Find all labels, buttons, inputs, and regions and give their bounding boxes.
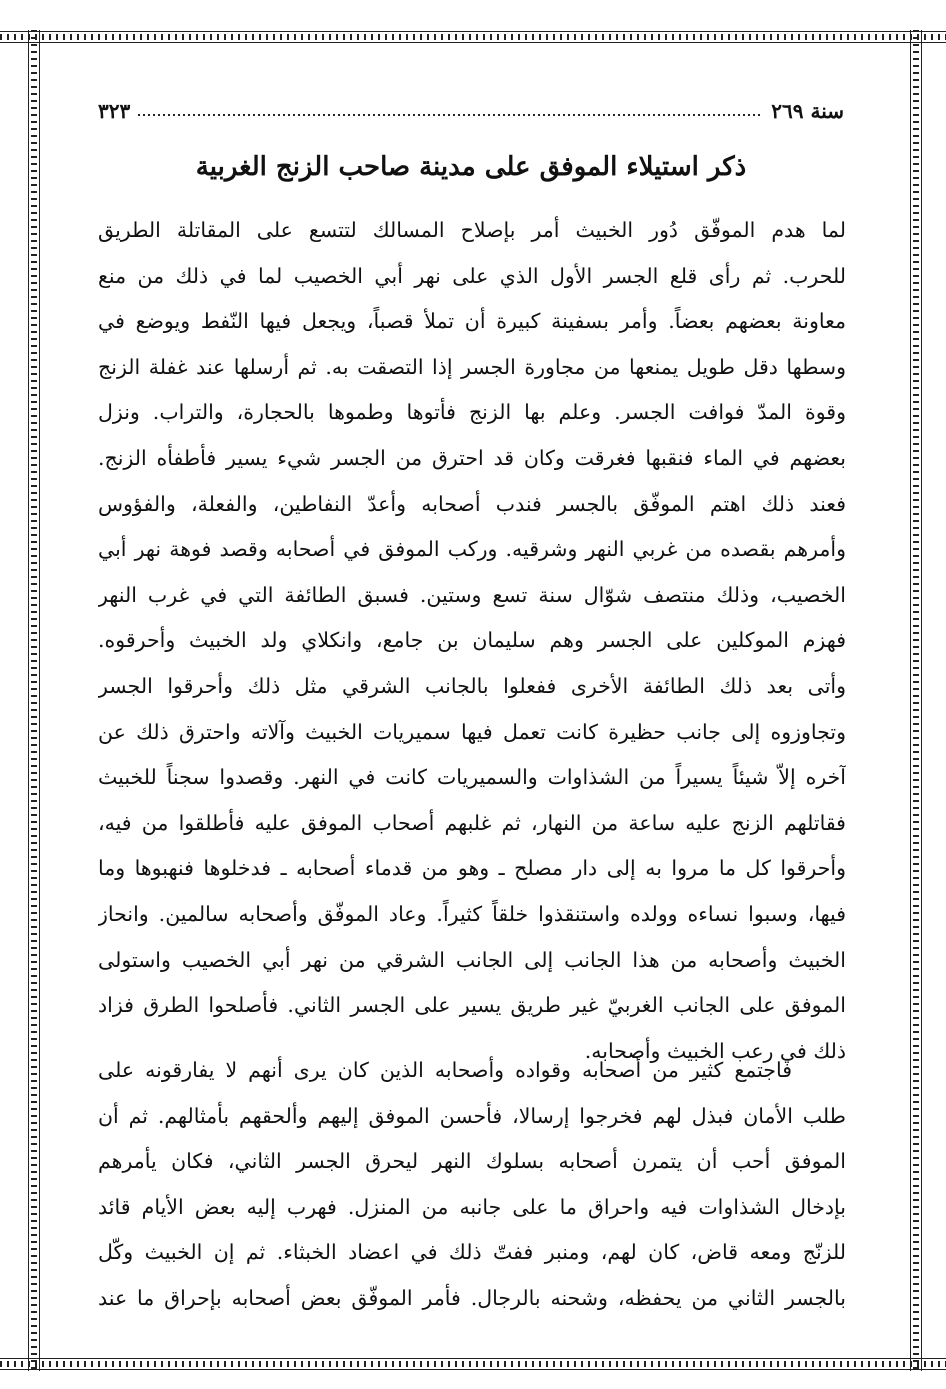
text-line: للزنّج ومعه قاض، كان لهم، ومنبر ففتّ ذلك في اعضاد الخبثاء. ثم إن الخبيث وكّل xyxy=(98,1240,846,1265)
text-line: فاجتمع كثير من أصحابه وقواده وأصحابه الذين كان يرى أنهم لا يفارقونه على xyxy=(98,1058,792,1082)
decorative-border-right xyxy=(910,30,922,1371)
text-line: للحرب. ثم رأى قلع الجسر الأول الذي على نهر أبي الخصيب لما في ذلك من منع xyxy=(98,263,846,288)
text-line: الخبيث وأصحابه من هذا الجانب إلى الجانب الشرقي من نهر أبي الخصيب واستولى xyxy=(98,947,846,972)
text-line: وتجاوزوه إلى جانب حظيرة كانت تعمل فيها سميريات الخبيث وآلاته واحترق ذلك عن xyxy=(98,719,846,744)
text-line: الخصيب، وذلك منتصف شوّال سنة تسع وستين. فسبق الطائفة التي في غرب النهر xyxy=(98,582,846,607)
text-line: الموفق أحب أن يتمرن أصحابه بسلوك النهر ليحرق الجسر الثاني، فكان يأمرهم xyxy=(98,1149,846,1174)
text-line: بإدخال الشذاوات فيه واحراق ما على جانبه من المنزل. فهرب إليه بعض الأيام قائد xyxy=(98,1194,846,1219)
text-line: فيها، وسبوا نساءه وولده واستنقذوا خلقاً كثيراً. وعاد الموفّق وأصحابه سالمين. وانحاز xyxy=(98,901,846,926)
paragraph-2 xyxy=(98,1048,846,1322)
text-line: بعضهم في الماء فنقبها فغرقت وكان قد احترق من الجسر شيء يسير فأطفأه الزنج. xyxy=(98,445,846,470)
text-line: طلب الأمان فبذل لهم فخرجوا إرسالا، فأحسن الموفق إليهم وألحقهم بأمثالهم. ثم أن xyxy=(98,1103,846,1128)
text-line: فهزم الموكلين على الجسر وهم سليمان بن جامع، وانكلاي ولد الخبيث وأحرقوه. xyxy=(98,628,846,653)
text-line: الموفق على الجانب الغربيّ غير طريق يسير على الجسر الثاني. فأصلحوا الطرق فزاد xyxy=(98,993,846,1018)
decorative-border-bottom xyxy=(0,1357,946,1371)
text-line: آخره إلاّ شيئاً يسيراً من الشذاوات والسميريات كانت في النهر. وقصدوا سجناً للخبيث xyxy=(98,765,846,790)
header-dotted-leader xyxy=(138,114,763,116)
page-header xyxy=(98,94,844,128)
text-line: وسطها دقل طويل يمنعها من مجاورة الجسر إذا التصقت به. ثم أرسلها عند غفلة الزنج xyxy=(98,354,846,379)
text-line: معاونة بعضهم بعضاً. وأمر بسفينة كبيرة أن تملأ قصباً، ويجعل فيها النّفط ويوضع في xyxy=(98,309,846,334)
decorative-border-left xyxy=(28,30,40,1371)
text-line: بالجسر الثاني من يحفظه، وشحنه بالرجال. فأمر الموفّق بعض أصحابه بإحراق ما عند xyxy=(98,1285,846,1310)
text-line: فعند ذلك اهتم الموفّق بالجسر فندب أصحابه وأعدّ النفاطين، والفعلة، والفؤوس xyxy=(98,491,846,516)
text-line: وقوة المدّ فوافت الجسر. وعلم بها الزنج فأتوها وطموها بالحجارة، والتراب. ونزل xyxy=(98,400,846,425)
page-number: ٣٢٣ xyxy=(98,99,131,123)
running-head-year: سنة ٢٦٩ xyxy=(771,99,844,123)
text-line: وأحرقوا كل ما مروا به إلى دار مصلح ـ وهو من قدماء أصحابه ـ فدخلوها فنهبوها وما xyxy=(98,856,846,881)
paragraph-1 xyxy=(98,208,846,1074)
decorative-border-top xyxy=(0,30,946,44)
text-line: وأتى بعد ذلك الطائفة الأخرى ففعلوا بالجانب الشرقي مثل ذلك وأحرقوا الجسر xyxy=(98,673,846,698)
text-line: فقاتلهم الزنج عليه ساعة من النهار، ثم غلبهم أصحاب الموفق عليه فأطلقوا من فيه، xyxy=(98,810,846,835)
text-line: لما هدم الموفّق دُور الخبيث أمر بإصلاح المسالك لتتسع على المقاتلة الطريق xyxy=(98,218,846,242)
section-title: ذكر استيلاء الموفق على مدينة صاحب الزنج الغربية xyxy=(195,152,747,182)
text-line: ذلك في رعب الخبيث وأصحابه. xyxy=(584,1038,846,1063)
text-line: وأمرهم بقصده من غربي النهر وشرقيه. وركب الموفق في أصحابه وقصد فوهة نهر أبي xyxy=(98,537,846,562)
